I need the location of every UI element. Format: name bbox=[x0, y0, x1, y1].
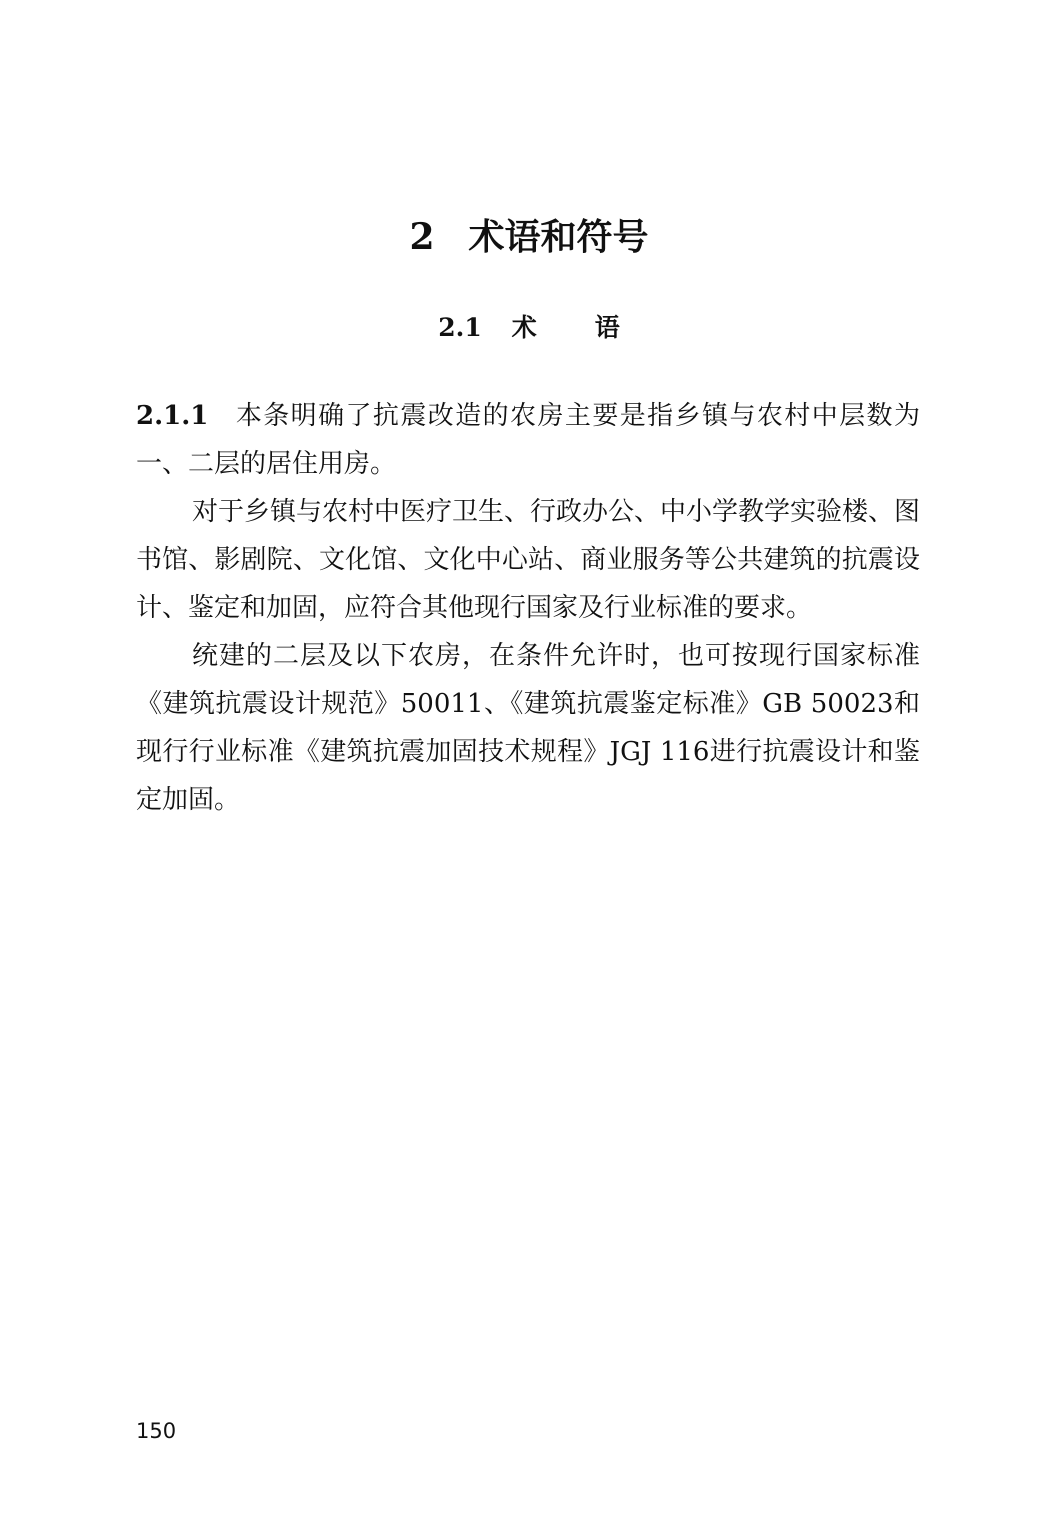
chapter-number: 2 bbox=[409, 216, 435, 258]
section-title-part2: 语 bbox=[594, 313, 620, 342]
clause-paragraph-1 bbox=[136, 392, 920, 488]
section-title bbox=[0, 310, 1058, 346]
clause-body bbox=[136, 392, 920, 824]
chapter-title-text: 术语和符号 bbox=[468, 216, 649, 258]
page-number: 150 bbox=[136, 1419, 177, 1443]
clause-paragraph-1-text: 本条明确了抗震改造的农房主要是指乡镇与农村中层数为一、二层的居住用房。 bbox=[136, 401, 920, 479]
section-number: 2.1 bbox=[438, 313, 482, 342]
clause-number: 2.1.1 bbox=[136, 401, 209, 431]
section-title-part1: 术 bbox=[511, 313, 537, 342]
chapter-title bbox=[0, 212, 1058, 262]
clause-paragraph-3: 统建的二层及以下农房，在条件允许时，也可按现行国家标准《建筑抗震设计规范》50011、《建筑抗震鉴定标准》GB 50023和现行行业标准《建筑抗震加固技术规程》JGJ 116进行抗震设计和鉴定加固。 bbox=[136, 641, 920, 815]
clause-paragraph-2: 对于乡镇与农村中医疗卫生、行政办公、中小学教学实验楼、图书馆、影剧院、文化馆、文化中心站、商业服务等公共建筑的抗震设计、鉴定和加固，应符合其他现行国家及行业标准的要求。 bbox=[136, 497, 921, 623]
